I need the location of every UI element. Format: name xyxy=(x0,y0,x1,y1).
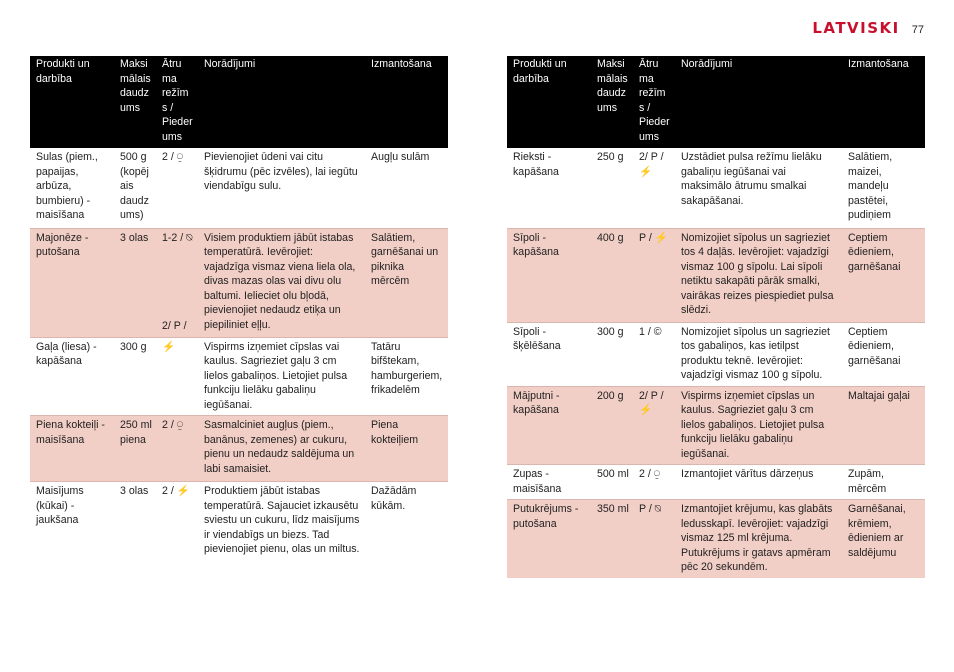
cell-speed: 2 / ⚡ xyxy=(156,482,198,577)
table-row xyxy=(30,416,448,482)
usage-table-right xyxy=(507,56,925,578)
table-row xyxy=(30,148,448,228)
cell-product: Majonēze - putošana xyxy=(30,228,114,337)
usage-table-left xyxy=(30,56,448,577)
language-label: LATVISKI xyxy=(812,19,900,37)
cell-product: Zupas - maisīšana xyxy=(507,465,591,500)
cell-speed: 2 / ⍜ xyxy=(633,465,675,500)
header-quantity: Maksi mālais daudz ums xyxy=(591,56,633,148)
table-row xyxy=(507,500,925,578)
table-row xyxy=(507,228,925,322)
cell-usage: Salātiem, garnēšanai un piknika mērcēm xyxy=(365,228,448,337)
cell-speed xyxy=(156,228,198,337)
cell-quantity: 250 g xyxy=(591,148,633,228)
header-usage: Izmantošana xyxy=(842,56,925,148)
cell-speed: P / ⚡ xyxy=(633,228,675,322)
cell-speed: 2 / ⍜ xyxy=(156,416,198,482)
cell-quantity: 200 g xyxy=(591,386,633,465)
cell-usage: Piena kokteiļiem xyxy=(365,416,448,482)
cell-product: Gaļa (liesa) - kapāšana xyxy=(30,337,114,416)
table-row xyxy=(507,386,925,465)
cell-speed: 2/ P / ⚡ xyxy=(633,148,675,228)
header-instructions: Norādījumi xyxy=(675,56,842,148)
cell-product: Mājputni - kapāšana xyxy=(507,386,591,465)
cell-quantity: 250 ml piena xyxy=(114,416,156,482)
cell-instructions: Izmantojiet krējumu, kas glabāts ledusskapī. Ievērojiet: vajadzīgi vismaz 125 ml krējuma. Putukrējums ir gatavs apmēram pēc 20 sekundēm. xyxy=(675,500,842,578)
cell-speed: 2/ P / ⚡ xyxy=(633,386,675,465)
header-quantity: Maksi mālais daudz ums xyxy=(114,56,156,148)
cell-instructions: Sasmalciniet augļus (piem., banānus, zemenes) ar cukuru, pienu un nedaudz saldējuma un labi samaisiet. xyxy=(198,416,365,482)
cell-usage: Garnēšanai, krēmiem, ēdieniem ar saldējumu xyxy=(842,500,925,578)
header-instructions: Norādījumi xyxy=(198,56,365,148)
cell-usage: Tatāru bifštekam, hamburgeriem, frikadelēm xyxy=(365,337,448,416)
cell-usage: Ceptiem ēdieniem, garnēšanai xyxy=(842,228,925,322)
cell-product: Rieksti - kapāšana xyxy=(507,148,591,228)
table-header-row xyxy=(30,56,448,148)
cell-usage: Salātiem, maizei, mandeļu pastētei, pudiņiem xyxy=(842,148,925,228)
cell-instructions: Nomizojiet sīpolus un sagrieziet tos 4 daļās. Ievērojiet: vajadzīgi vismaz 100 g sīpolu. Lai sīpoli netiktu sakapāti pārāk smalki, vairākas reizes piespiediet pulsa slēdzi. xyxy=(675,228,842,322)
cell-product: Piena kokteiļi - maisīšana xyxy=(30,416,114,482)
table-row xyxy=(30,482,448,577)
cell-speed: P / ⍉ xyxy=(633,500,675,578)
cell-instructions: Uzstādiet pulsa režīmu lielāku gabaliņu iegūšanai vai maksimālo ātrumu smalkai sakapāšanai. xyxy=(675,148,842,228)
cell-instructions: Visiem produktiem jābūt istabas temperatūrā. Ievērojiet: vajadzīga vismaz viena liela ola, divas mazas olas vai divu olu baltumi. Ielieciet olu bļodā, pievienojiet nedaudz etiķa un piepiliniet eļļu. xyxy=(198,228,365,337)
cell-quantity: 3 olas xyxy=(114,228,156,337)
cell-usage: Zupām, mērcēm xyxy=(842,465,925,500)
page-header xyxy=(812,19,924,37)
header-speed: Ātru ma režīm s / Pieder ums xyxy=(156,56,198,148)
table-row xyxy=(507,322,925,386)
table-row xyxy=(507,465,925,500)
header-usage: Izmantošana xyxy=(365,56,448,148)
header-speed: Ātru ma režīm s / Pieder ums xyxy=(633,56,675,148)
page-number: 77 xyxy=(911,24,924,36)
cell-speed: ⚡ xyxy=(156,337,198,416)
cell-quantity: 350 ml xyxy=(591,500,633,578)
header-product: Produkti un darbība xyxy=(30,56,114,148)
table-header-row xyxy=(507,56,925,148)
table-row xyxy=(507,148,925,228)
cell-usage: Dažādām kūkām. xyxy=(365,482,448,577)
cell-instructions: Produktiem jābūt istabas temperatūrā. Sajauciet izkausētu sviestu un cukuru, līdz maisījums ir viendabīgs un biezs. Tad pievienojiet pienu, olas un miltus. xyxy=(198,482,365,577)
cell-product: Sīpoli - šķēlēšana xyxy=(507,322,591,386)
cell-instructions: Vispirms izņemiet cīpslas vai kaulus. Sagrieziet gaļu 3 cm lielos gabaliņos. Lietojiet pulsa funkciju lielāku gabaliņu iegūšanai. xyxy=(198,337,365,416)
table-row xyxy=(30,228,448,337)
cell-product: Sīpoli - kapāšana xyxy=(507,228,591,322)
cell-product: Putukrējums - putošana xyxy=(507,500,591,578)
cell-speed: 1 / © xyxy=(633,322,675,386)
cell-product: Maisījums (kūkai) - jaukšana xyxy=(30,482,114,577)
header-product: Produkti un darbība xyxy=(507,56,591,148)
cell-quantity: 300 g xyxy=(114,337,156,416)
speed-setting: 1-2 / ⍉ xyxy=(162,231,193,244)
cell-quantity: 500 ml xyxy=(591,465,633,500)
speed-setting-extra: 2/ P / xyxy=(162,320,187,332)
cell-instructions: Nomizojiet sīpolus un sagrieziet tos gabaliņos, kas ietilpst produktu teknē. Ievērojiet: vajadzīgi vismaz 100 g sīpolu. xyxy=(675,322,842,386)
cell-usage: Ceptiem ēdieniem, garnēšanai xyxy=(842,322,925,386)
cell-quantity: 3 olas xyxy=(114,482,156,577)
cell-instructions: Izmantojiet vārītus dārzeņus xyxy=(675,465,842,500)
table-row xyxy=(30,337,448,416)
cell-quantity: 500 g (kopēj ais daudz ums) xyxy=(114,148,156,228)
cell-quantity: 300 g xyxy=(591,322,633,386)
cell-instructions: Vispirms izņemiet cīpslas un kaulus. Sagrieziet gaļu 3 cm lielos gabaliņos. Lietojiet pulsa funkciju lielāku gabaliņu iegūšanai. xyxy=(675,386,842,465)
cell-product: Sulas (piem., papaijas, arbūza, bumbieru) - maisīšana xyxy=(30,148,114,228)
cell-usage: Augļu sulām xyxy=(365,148,448,228)
cell-instructions: Pievienojiet ūdeni vai citu šķidrumu (pēc izvēles), lai iegūtu viendabīgu sulu. xyxy=(198,148,365,228)
cell-quantity: 400 g xyxy=(591,228,633,322)
cell-speed: 2 / ⍜ xyxy=(156,148,198,228)
cell-usage: Maltajai gaļai xyxy=(842,386,925,465)
